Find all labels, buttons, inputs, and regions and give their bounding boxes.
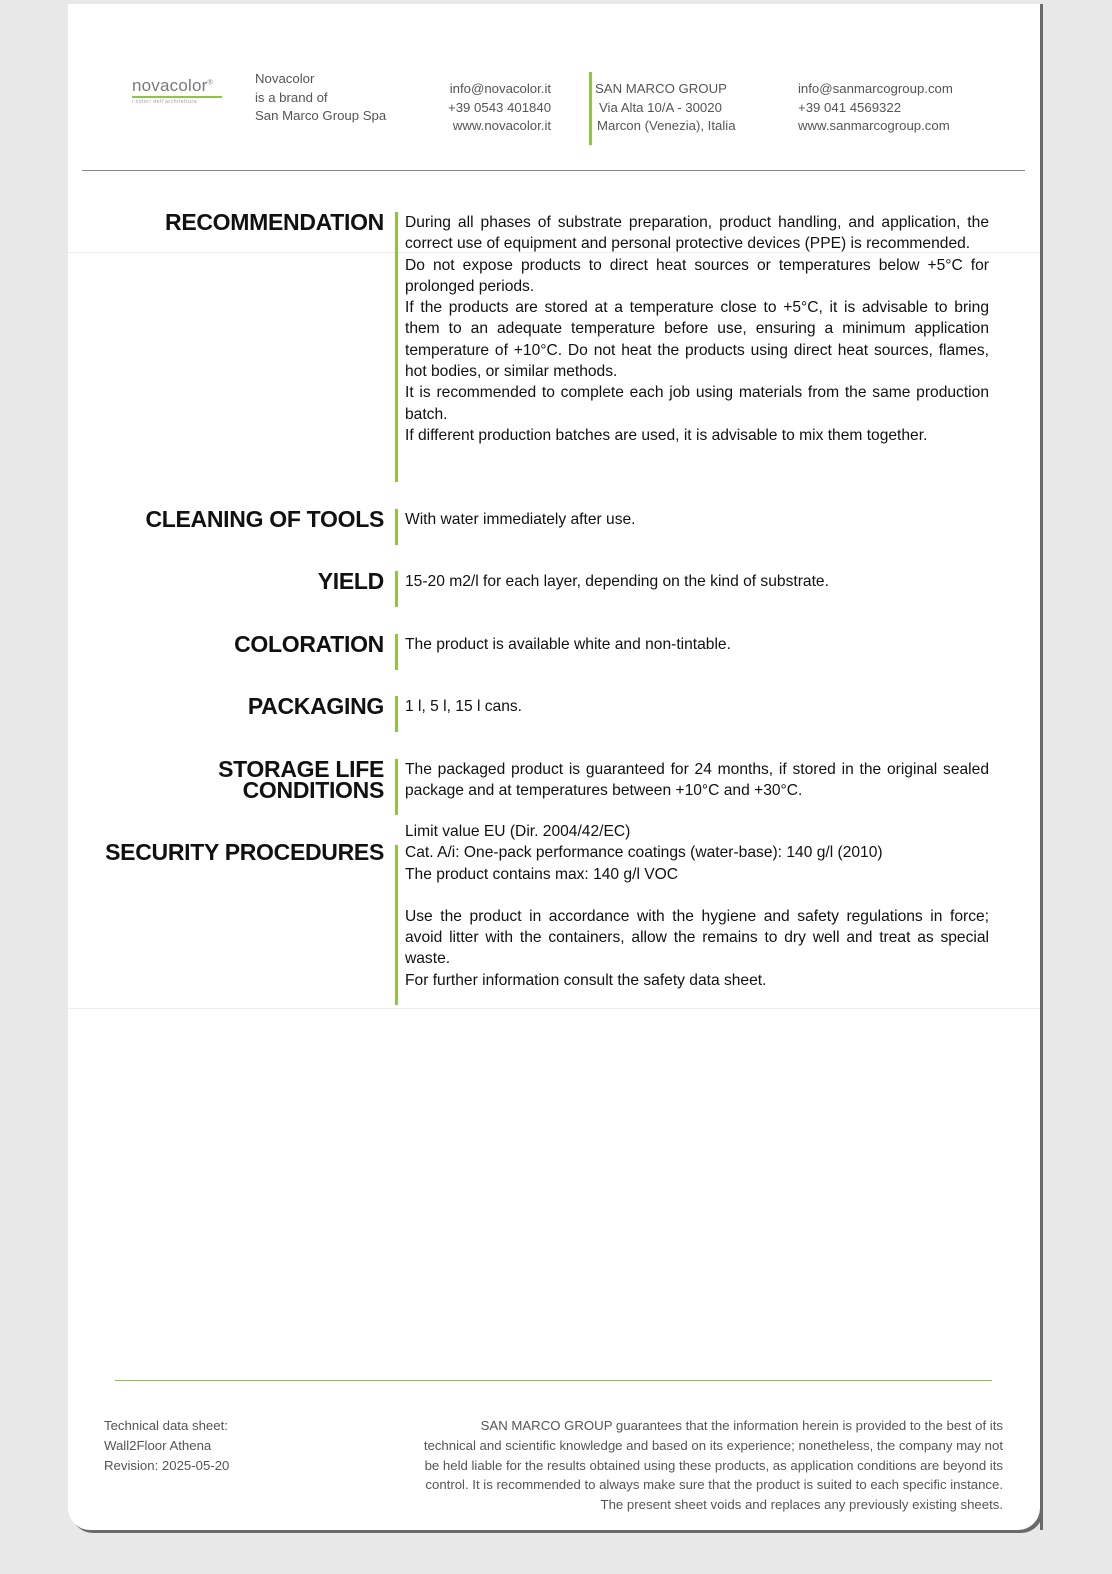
novacolor-phone: +39 0543 401840 [448, 99, 552, 115]
brand-info [255, 70, 386, 126]
logo-text: novacolor [132, 76, 208, 95]
footer-line: Wall2Floor Athena [104, 1437, 212, 1453]
novacolor-contacts [448, 80, 551, 136]
section-body: With water immediately after use. [405, 511, 636, 528]
footer-line: Technical data sheet: [104, 1418, 228, 1433]
section-body: 15-20 m2/l for each layer, depending on the kind of substrate. [405, 573, 829, 590]
section-bar [395, 759, 398, 815]
section-title: SECURITY PROCEDURES [105, 839, 384, 865]
section-title [218, 756, 384, 803]
section-bar [395, 696, 398, 732]
document-page [68, 4, 1040, 1530]
section-title: RECOMMENDATION [165, 209, 384, 235]
section-title-line: STORAGE LIFE [218, 756, 384, 782]
disclaimer-line: technical and scientific knowledge and based on its experience; nonetheless, the company may not [423, 1437, 1003, 1453]
section-body [405, 212, 989, 446]
novacolor-website: www.novacolor.it [452, 118, 552, 133]
section-title: COLORATION [234, 631, 384, 657]
logo-mark: ® [207, 79, 213, 87]
faint-divider [68, 1008, 1040, 1009]
section-body: The packaged product is guaranteed for 24 months, if stored in the original sealed package and at temperatures between +10°C and +30°C. [405, 761, 989, 800]
paragraph: Do not expose products to direct heat sources or temperatures below +5°C for prolonged periods. [405, 256, 989, 295]
disclaimer-line: The present sheet voids and replaces any previously existing sheets. [600, 1497, 1003, 1513]
section-body: The product is available white and non-tintable. [405, 636, 731, 653]
brand-line: Novacolor [255, 71, 315, 86]
brand-line: San Marco Group Spa [255, 108, 387, 123]
section-body: 1 l, 5 l, 15 l cans. [405, 698, 523, 715]
voc-line: Limit value EU (Dir. 2004/42/EC) [405, 823, 631, 840]
section-title: YIELD [317, 568, 384, 594]
disclaimer-line: be held liable for the results obtained using these products, as application conditions are beyond its [424, 1457, 1003, 1473]
paragraph: Use the product in accordance with the hygiene and safety regulations in force; avoid litter with the containers, allow the remains to dry well and treat as special waste. [405, 907, 989, 968]
logo-underline [132, 96, 222, 98]
disclaimer-line: SAN MARCO GROUP guarantees that the information herein is provided to the best of its [480, 1418, 1003, 1433]
footer-disclaimer [368, 1416, 1003, 1515]
header-rule [82, 170, 1025, 171]
paragraph: For further information consult the safety data sheet. [405, 971, 767, 989]
section-title-line: CONDITIONS [242, 777, 384, 803]
footer-line: Revision: 2025-05-20 [104, 1457, 230, 1473]
novacolor-email: info@novacolor.it [449, 81, 552, 96]
section-bar [395, 845, 398, 1005]
section-body [405, 821, 989, 991]
group-website: www.sanmarcogroup.com [798, 118, 950, 133]
footer-rule [115, 1380, 992, 1381]
footer-sheet-info [104, 1416, 229, 1475]
logo-tagline: i colori dell'architettura [132, 99, 198, 105]
section-title: CLEANING OF TOOLS [145, 506, 384, 532]
section-bar [395, 509, 398, 545]
voc-line: Cat. A/i: One-pack performance coatings (water-base): 140 g/l (2010) [405, 844, 883, 862]
section-bar [395, 571, 398, 607]
section-bar [395, 634, 398, 670]
paragraph: During all phases of substrate preparation, product handling, and application, the correct use of equipment and personal protective devices (PPE) is recommended. [405, 214, 989, 253]
spacer [405, 885, 989, 906]
group-address [595, 80, 736, 136]
brand-line: is a brand of [255, 89, 328, 105]
section-bar [395, 212, 398, 482]
header-divider [589, 72, 592, 145]
disclaimer-line: control. It is recommended to always make sure that the product is suited to each specific instance. [425, 1477, 1003, 1493]
novacolor-logo [132, 76, 222, 105]
paragraph: If different production batches are used, it is advisable to mix them together. [405, 426, 928, 444]
section-title: PACKAGING [247, 693, 384, 719]
voc-line: The product contains max: 140 g/l VOC [405, 865, 679, 883]
paragraph: It is recommended to complete each job using materials from the same production batch. [405, 384, 989, 423]
paragraph: If the products are stored at a temperature close to +5°C, it is advisable to bring them to an adequate temperature before use, ensuring a minimum application temperature of +10°C. Do not heat the products using direct heat sources, flames, hot bodies, or similar methods. [405, 299, 989, 381]
group-street: Via Alta 10/A - 30020 [599, 99, 722, 115]
group-contacts [798, 80, 953, 136]
page-edge-shadow [1040, 4, 1043, 1530]
group-name: SAN MARCO GROUP [595, 81, 727, 96]
group-phone: +39 041 4569322 [798, 99, 902, 115]
group-city: Marcon (Venezia), Italia [597, 118, 736, 133]
group-email: info@sanmarcogroup.com [798, 81, 953, 96]
